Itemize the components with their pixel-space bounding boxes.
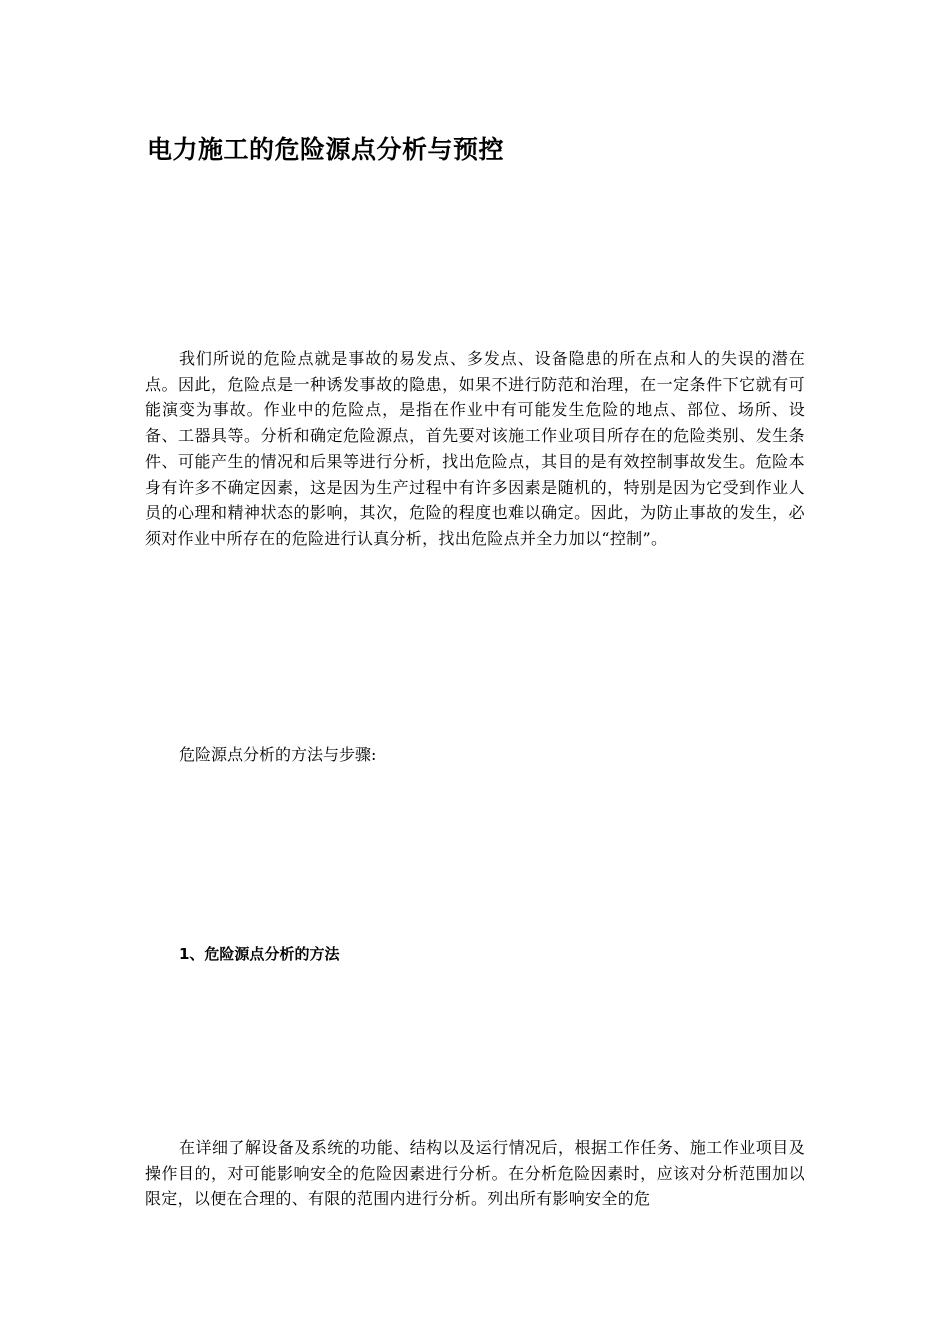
document-title: 电力施工的危险源点分析与预控 xyxy=(147,135,505,164)
intro-paragraph: 我们所说的危险点就是事故的易发点、多发点、设备隐患的所在点和人的失误的潜在点。因此，危险点是一种诱发事故的隐患，如果不进行防范和治理，在一定条件下它就有可能演变为事故。作业中的危险点，是指在作业中有可能发生危险的地点、部位、场所、设备、工器具等。分析和确定危险源点，首先要对该施工作业项目所存在的危险类别、发生条件、可能产生的情况和后果等进行分析，找出危险点，其目的是有效控制事故发生。危险本身有许多不确定因素，这是因为生产过程中有许多因素是随机的，特别是因为它受到作业人员的心理和精神状态的影响，其次，危险的程度也难以确定。因此，为防止事故的发生，必须对作业中所存在的危险进行认真分析，找出危险点并全力加以“控制”。 xyxy=(145,349,805,548)
method-steps-subheading: 危险源点分析的方法与步骤: xyxy=(179,745,377,764)
section-heading-1: 1、危险源点分析的方法 xyxy=(179,945,340,963)
analysis-paragraph: 在详细了解设备及系统的功能、结构以及运行情况后，根据工作任务、施工作业项目及操作目的，对可能影响安全的危险因素进行分析。在分析危险因素时，应该对分析范围加以限定，以便在合理的、有限的范围内进行分析。列出所有影响安全的危 xyxy=(145,1138,805,1209)
